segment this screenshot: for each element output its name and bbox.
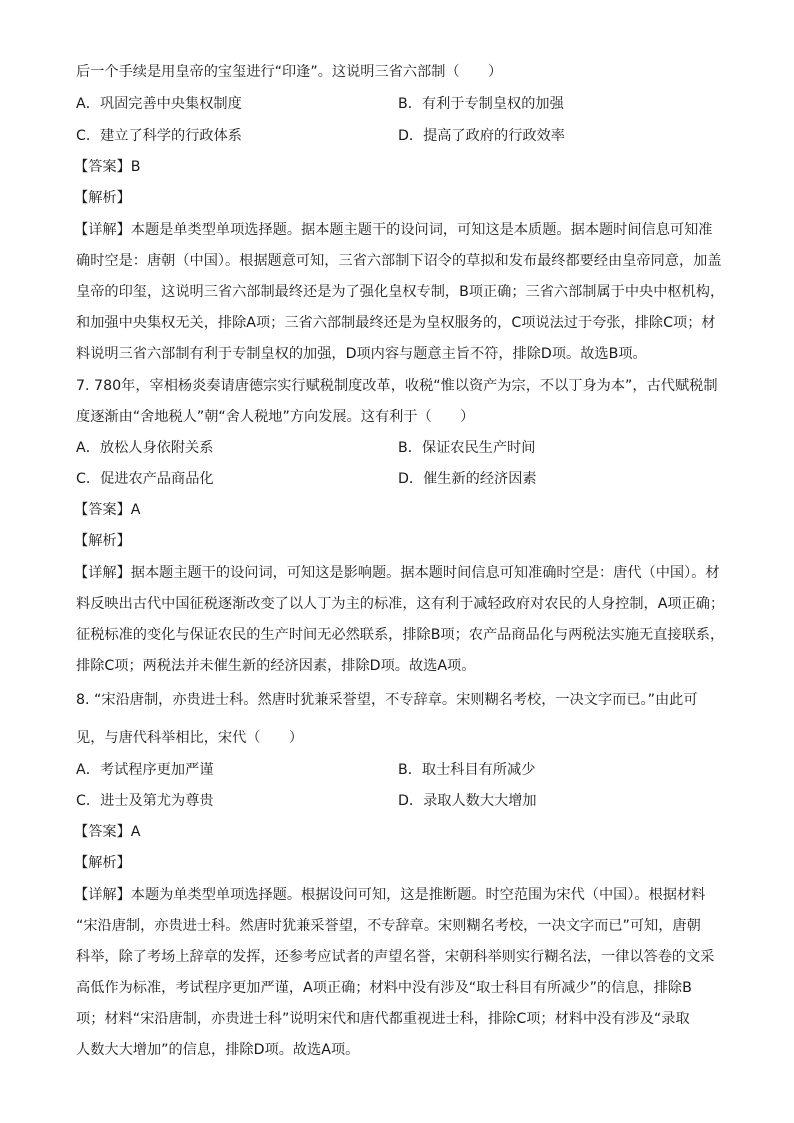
- q8-option-c: C．进士及第尤为尊贵: [76, 793, 214, 809]
- q6-detail-line: 皇帝的印玺，这说明三省六部制最终还是为了强化皇权专制，B项正确；三省六部制属于中央中枢机构，: [76, 284, 725, 300]
- q7-analysis-label: 【解析】: [74, 533, 131, 549]
- q6-option-a: A．巩固完善中央集权制度: [76, 96, 242, 112]
- q8-detail-line: 科举，除了考场上辞章的发挥，还参考应试者的声望名誉，宋朝科举则实行糊名法，一律以答卷的文采: [76, 949, 715, 965]
- q8-analysis-label: 【解析】: [74, 855, 131, 871]
- q7-option-a: A．放松人身依附关系: [76, 440, 214, 456]
- q7-detail-line: 【详解】据本题主题干的设问词，可知这是影响题。据本题时间信息可知准确时空是：唐代（中国）。材: [74, 565, 720, 581]
- q7-option-d: D．催生新的经济因素: [398, 471, 537, 487]
- q7-stem-line: 度逐渐由“舍地税人”朝“舍人税地”方向发展。这有利于（ ）: [76, 409, 475, 425]
- q8-detail-line: 高低作为标准，考试程序更加严谨，A项正确；材料中没有涉及“取士科目有所减少”的信息，排除B: [76, 980, 692, 996]
- q8-option-b: B．取士科目有所减少: [398, 762, 536, 778]
- q8-detail-line: 人数大大增加”的信息，排除D项。故选A项。: [76, 1042, 360, 1058]
- q6-option-c: C．建立了科学的行政体系: [76, 128, 242, 144]
- q6-stem-tail: 后一个手续是用皇帝的宝玺进行“印逢”。这说明三省六部制（ ）: [76, 64, 503, 80]
- q8-detail-line: 项；材料“宋沿唐制，亦贵进士科”说明宋代和唐代都重视进士科，排除C项；材料中没有涉及“录取: [76, 1011, 690, 1027]
- q7-detail-line: 料反映出古代中国征税逐渐改变了以人丁为主的标准，这有利于减轻政府对农民的人身控制，A项正确；: [76, 596, 725, 612]
- q6-analysis-label: 【解析】: [74, 190, 131, 206]
- q8-option-d: D．录取人数大大增加: [398, 793, 537, 809]
- q8-detail-line: “宋沿唐制，亦贵进士科。然唐时犹兼采誉望，不专辞章。宋则糊名考校，一决文字而已”可知，唐朝: [76, 918, 701, 934]
- q7-answer: 【答案】A: [74, 502, 141, 518]
- q7-stem-line: 7. 780年，宰相杨炎奏请唐德宗实行赋税制度改革，收税“惟以资产为宗，不以丁身为本”，古代赋税制: [76, 378, 718, 394]
- q7-option-c: C．促进农产品商品化: [76, 471, 214, 487]
- q7-option-b: B．保证农民生产时间: [398, 440, 536, 456]
- q8-stem-line: 见，与唐代科举相比，宋代（ ）: [76, 730, 304, 746]
- q8-option-a: A．考试程序更加严谨: [76, 762, 214, 778]
- q8-detail-line: 【详解】本题为单类型单项选择题。根据设问可知，这是推断题。时空范围为宋代（中国）。根据材料: [74, 887, 706, 903]
- q6-detail-line: 料说明三省六部制有利于专制皇权的加强，D项内容与题意主旨不符，排除D项。故选B项。: [76, 346, 647, 362]
- q6-answer: 【答案】B: [74, 159, 141, 175]
- q8-answer: 【答案】A: [74, 824, 141, 840]
- q6-option-d: D．提高了政府的行政效率: [398, 128, 565, 144]
- q7-detail-line: 排除C项；两税法并未催生新的经济因素，排除D项。故选A项。: [76, 658, 476, 674]
- q6-detail-line: 和加强中央集权无关，排除A项；三省六部制最终还是为皇权服务的，C项说法过于夸张，排除C项；材: [76, 315, 716, 331]
- q6-detail-line: 【详解】本题是单类型单项选择题。据本题主题干的设问词，可知这是本质题。据本题时间信息可知准: [74, 222, 713, 238]
- q8-stem-line: 8. “宋沿唐制，亦贵进士科。然唐时犹兼采誉望，不专辞章。宋则糊名考校，一决文字而已。”由此可: [76, 692, 698, 708]
- q6-option-b: B．有利于专制皇权的加强: [398, 96, 564, 112]
- q6-detail-line: 确时空是：唐朝（中国）。根据题意可知，三省六部制下诏令的草拟和发布最终都要经由皇帝同意，加盖: [76, 253, 722, 269]
- q7-detail-line: 征税标准的变化与保证农民的生产时间无必然联系，排除B项；农产品商品化与两税法实施无直接联系，: [76, 627, 725, 643]
